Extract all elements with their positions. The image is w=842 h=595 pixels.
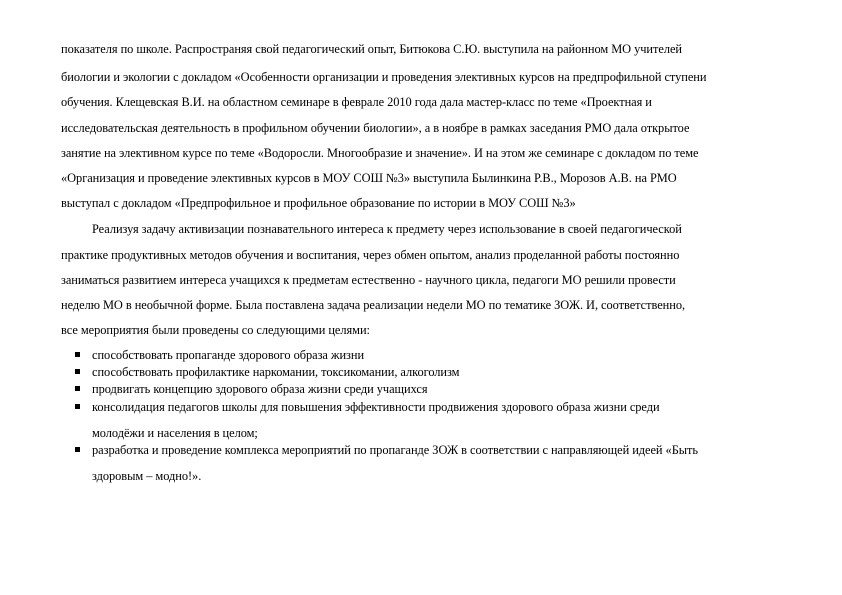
paragraph-2-line-2: практике продуктивных методов обучения и воспитания, через обмен опытом, анализ проделанной работы постоянно [61, 248, 680, 262]
goal-item-1: способствовать пропаганде здорового образа жизни [92, 348, 365, 362]
goal-item-5-line-2: здоровым – модно!». [92, 469, 202, 483]
paragraph-2-line-4: неделю МО в необычной форме. Была поставлена задача реализации недели МО по тематике ЗОЖ. И, соответственно, [61, 298, 686, 312]
bullet-square-icon [75, 369, 80, 374]
goal-item-3: продвигать концепцию здорового образа жизни среди учащихся [92, 382, 428, 396]
paragraph-1-line-4: исследовательская деятельность в профильном обучении биологии», а в ноябре в рамках заседания РМО дала открытое [61, 121, 690, 135]
paragraph-2-line-5: все мероприятия были проведены со следующими целями: [61, 323, 370, 337]
bullet-square-icon [75, 386, 80, 391]
goal-item-4-line-1: консолидация педагогов школы для повышения эффективности продвижения здорового образа жизни среди [92, 400, 660, 414]
goal-item-4-line-2: молодёжи и населения в целом; [92, 426, 258, 440]
paragraph-1-line-2: биологии и экологии с докладом «Особенности организации и проведения элективных курсов на предпрофильной ступени [61, 70, 707, 84]
paragraph-1-line-7: выступал с докладом «Предпрофильное и профильное образование по истории в МОУ СОШ №3» [61, 196, 576, 210]
bullet-square-icon [75, 447, 80, 452]
goal-item-2: способствовать профилактике наркомании, токсикомании, алкоголизм [92, 365, 460, 379]
paragraph-1-line-5: занятие на элективном курсе по теме «Водоросли. Многообразие и значение». И на этом же семинаре с докладом по теме [61, 146, 699, 160]
bullet-square-icon [75, 404, 80, 409]
bullet-square-icon [75, 352, 80, 357]
paragraph-1-line-1: показателя по школе. Распространяя свой педагогический опыт, Битюкова С.Ю. выступила на районном МО учителей [61, 42, 682, 56]
paragraph-1-line-6: «Организация и проведение элективных курсов в МОУ СОШ №3» выступила Былинкина Р.В., Морозов А.В. на РМО [61, 171, 677, 185]
goal-item-5-line-1: разработка и проведение комплекса мероприятий по пропаганде ЗОЖ в соответствии с направляющей идеей «Быть [92, 443, 699, 457]
paragraph-2-line-3: заниматься развитием интереса учащихся к предметам естественно - научного цикла, педагоги МО решили провести [61, 273, 676, 287]
paragraph-2-line-1: Реализуя задачу активизации познавательного интереса к предмету через использование в своей педагогической [92, 222, 682, 236]
paragraph-1-line-3: обучения. Клещевская В.И. на областном семинаре в феврале 2010 года дала мастер-класс по теме «Проектная и [61, 95, 652, 109]
